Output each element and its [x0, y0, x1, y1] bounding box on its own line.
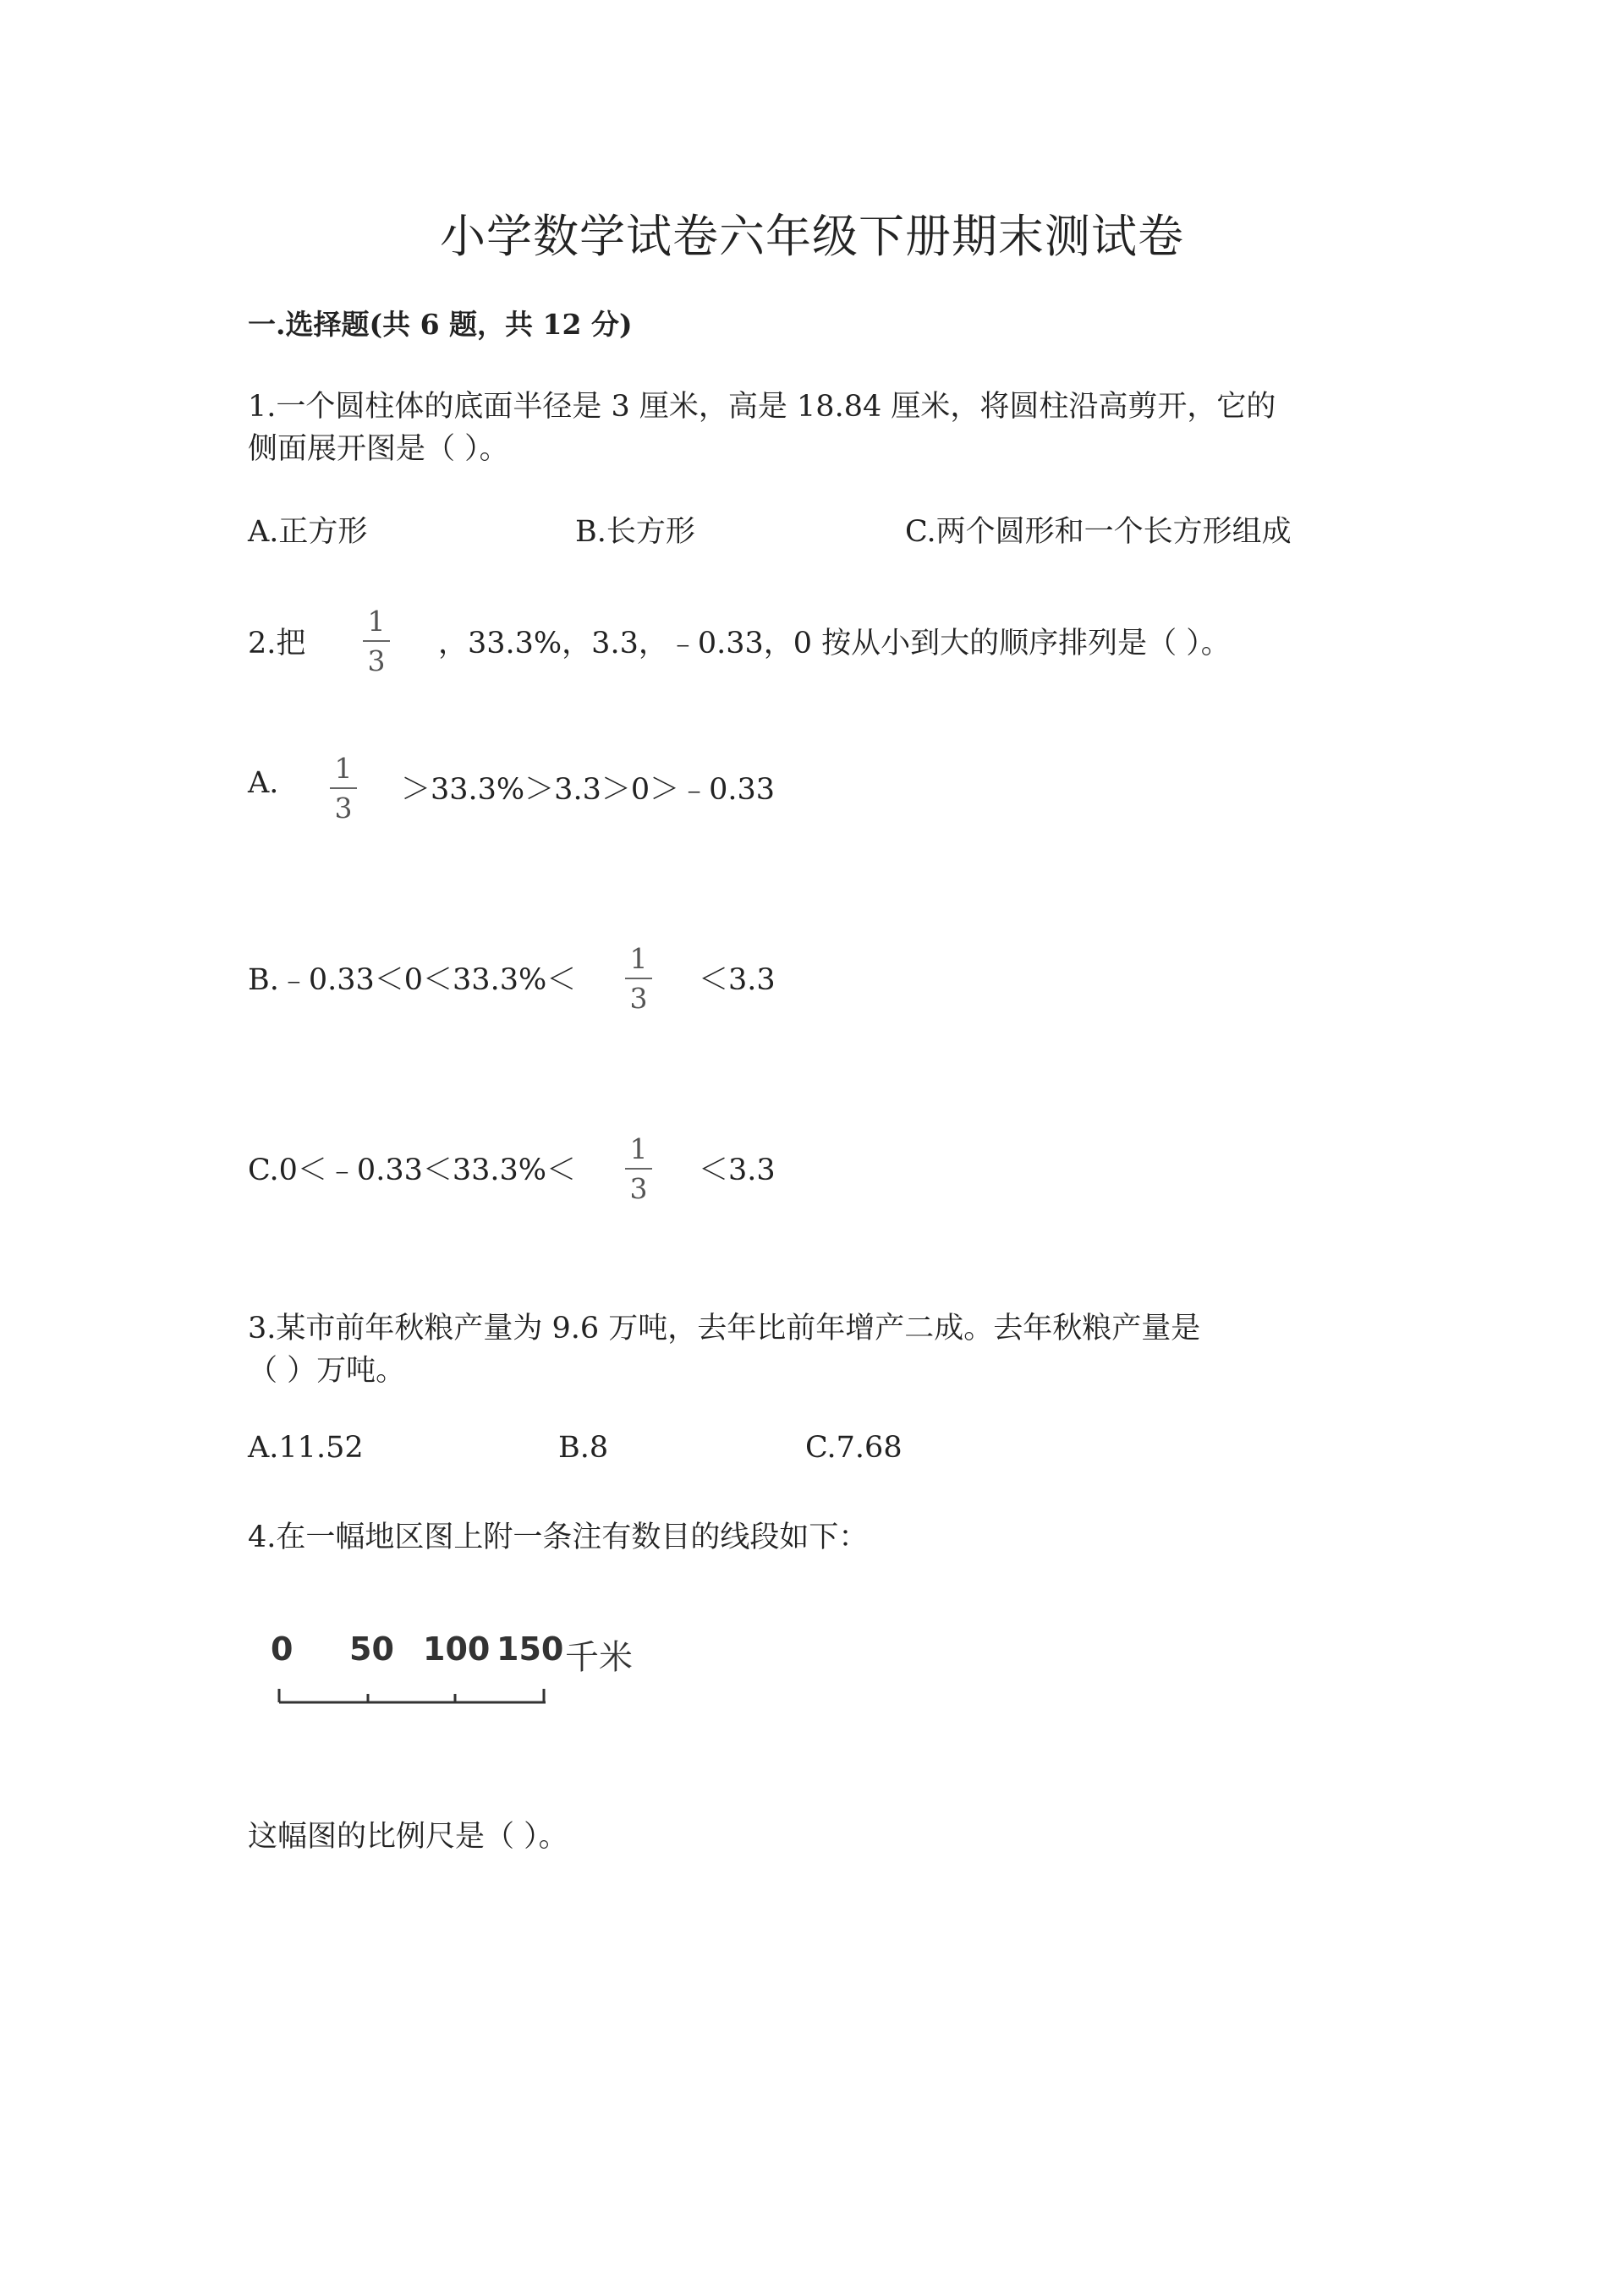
page-title: 小学数学试卷六年级下册期末测试卷: [440, 210, 1184, 263]
q1-option-c: C.两个圆形和一个长方形组成: [905, 515, 1292, 549]
q2-option-c-fraction: [622, 1132, 656, 1205]
map-scale-bar: [271, 1630, 660, 1715]
q1-line1: 1.一个圆柱体的底面半径是 3 厘米，高是 18.84 厘米，将圆柱沿高剪开，它的: [248, 390, 1276, 424]
q2-option-c-post: ＜3.3: [699, 1153, 776, 1187]
q3-option-a: A.11.52: [248, 1431, 364, 1465]
q2-option-b-post: ＜3.3: [699, 963, 776, 997]
q2-option-a-pre: A.: [248, 766, 279, 800]
fraction-numerator: 1: [367, 605, 386, 638]
q2-option-a-fraction: [326, 752, 360, 825]
scale-line: [271, 1677, 558, 1711]
fraction-numerator: 1: [629, 942, 648, 975]
fraction-denominator: 3: [629, 1172, 648, 1205]
fraction-denominator: 3: [334, 792, 353, 825]
q4-line2: 这幅图的比例尺是（ ）。: [248, 1820, 568, 1854]
q3-option-b: B.8: [558, 1431, 609, 1465]
q3-option-c: C.7.68: [805, 1431, 903, 1465]
scale-unit: 千米: [565, 1638, 633, 1677]
fraction-denominator: 3: [367, 644, 386, 677]
q2-option-b-pre: B.﹣0.33＜0＜33.3%＜: [248, 963, 577, 997]
q4-line1: 4.在一幅地区图上附一条注有数目的线段如下：: [248, 1521, 869, 1554]
q2-prefix: 2.把: [248, 627, 306, 660]
q2-fraction: [359, 607, 393, 675]
fraction-bar: [625, 978, 652, 979]
fraction-bar: [330, 787, 357, 789]
q3-line1: 3.某市前年秋粮产量为 9.6 万吨，去年比前年增产二成。去年秋粮产量是: [248, 1312, 1201, 1345]
q2-suffix: ，33.3%，3.3，﹣0.33，0 按从小到大的顺序排列是（ ）。: [438, 627, 1231, 660]
q1-line2: 侧面展开图是（ ）。: [248, 432, 509, 466]
q1-option-a: A.正方形: [248, 515, 368, 549]
scale-label-50: 50: [349, 1630, 394, 1668]
q2-option-c-pre: C.0＜﹣0.33＜33.3%＜: [248, 1153, 577, 1187]
q3-line2: （ ）万吨。: [248, 1354, 406, 1388]
q2-option-a-post: ＞33.3%＞3.3＞0＞﹣0.33: [401, 773, 776, 807]
fraction-denominator: 3: [629, 982, 648, 1015]
fraction-numerator: 1: [629, 1132, 648, 1165]
fraction-numerator: 1: [334, 752, 353, 785]
scale-label-100: 100: [423, 1630, 491, 1668]
fraction-bar: [625, 1168, 652, 1170]
q2-option-b-fraction: [622, 942, 656, 1015]
fraction-bar: [363, 640, 390, 642]
scale-label-0: 0: [271, 1630, 294, 1668]
scale-label-150: 150: [497, 1630, 564, 1668]
q1-option-b: B.长方形: [575, 515, 695, 549]
section-heading: 一.选择题(共 6 题，共 12 分): [248, 308, 633, 341]
